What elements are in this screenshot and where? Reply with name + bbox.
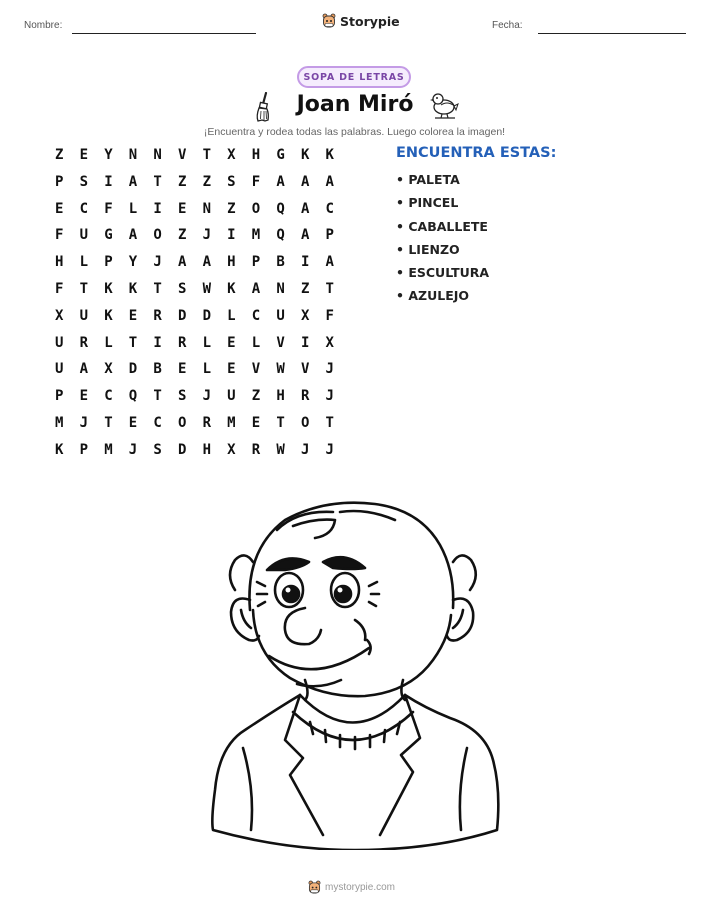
grid-letter[interactable]: F (325, 307, 334, 324)
grid-letter[interactable]: X (300, 307, 310, 324)
grid-row (50, 415, 345, 442)
grid-letter[interactable]: C (251, 307, 261, 324)
paintbrush-icon (252, 92, 278, 122)
grid-letter[interactable]: F (104, 200, 113, 217)
grid-letter[interactable]: L (202, 334, 211, 351)
grid-letter[interactable]: U (55, 361, 64, 378)
grid-letter[interactable]: K (104, 280, 113, 297)
grid-letter[interactable]: D (202, 307, 211, 324)
grid-letter[interactable]: I (300, 254, 310, 271)
grid-letter[interactable]: E (177, 361, 187, 378)
grid-letter[interactable]: H (55, 254, 64, 271)
grid-letter[interactable]: S (79, 173, 89, 190)
grid-letter[interactable]: K (104, 307, 113, 324)
grid-letter[interactable]: A (177, 254, 187, 271)
grid-letter[interactable]: T (153, 173, 162, 190)
grid-letter[interactable]: K (128, 280, 138, 297)
grid-letter[interactable]: U (276, 307, 285, 324)
grid-letter[interactable]: W (276, 361, 285, 378)
grid-letter[interactable]: W (276, 441, 285, 458)
grid-letter[interactable]: J (325, 441, 334, 458)
grid-letter[interactable]: J (128, 441, 138, 458)
grid-letter[interactable]: A (300, 173, 310, 190)
grid-letter[interactable]: C (104, 388, 113, 405)
grid-letter[interactable]: U (227, 388, 236, 405)
grid-letter[interactable]: C (325, 200, 334, 217)
grid-row (50, 388, 345, 415)
grid-row (50, 308, 345, 335)
grid-letter[interactable]: J (79, 414, 89, 431)
grid-letter[interactable]: G (104, 227, 113, 244)
grid-letter[interactable]: L (227, 307, 236, 324)
bird-icon (429, 91, 459, 119)
grid-letter[interactable]: J (202, 388, 211, 405)
grid-letter[interactable]: P (55, 173, 64, 190)
grid-letter[interactable]: J (325, 388, 334, 405)
grid-letter[interactable]: P (79, 441, 89, 458)
grid-letter[interactable]: X (104, 361, 113, 378)
grid-letter[interactable]: I (104, 173, 113, 190)
grid-letter[interactable]: S (177, 280, 187, 297)
brand-name: Storypie (340, 13, 400, 29)
grid-letter[interactable]: A (276, 173, 285, 190)
grid-letter[interactable]: E (79, 388, 89, 405)
grid-letter[interactable]: T (153, 388, 162, 405)
grid-letter[interactable]: I (227, 227, 236, 244)
grid-letter[interactable]: T (104, 414, 113, 431)
grid-letter[interactable]: A (128, 227, 138, 244)
grid-letter[interactable]: O (177, 414, 187, 431)
name-field[interactable] (72, 33, 256, 34)
grid-letter[interactable]: Z (227, 200, 236, 217)
grid-row (50, 442, 345, 469)
grid-letter[interactable]: T (325, 280, 334, 297)
grid-letter[interactable]: V (177, 147, 187, 163)
grid-letter[interactable]: F (55, 280, 64, 297)
name-label: Nombre: (24, 20, 63, 31)
grid-letter[interactable]: R (79, 334, 89, 351)
date-field[interactable] (538, 33, 686, 34)
grid-letter[interactable]: V (251, 361, 261, 378)
grid-letter[interactable]: R (177, 334, 187, 351)
storypie-logo-icon (322, 13, 336, 29)
grid-letter[interactable]: Y (104, 147, 113, 163)
grid-letter[interactable]: D (177, 307, 187, 324)
grid-letter[interactable]: U (55, 334, 64, 351)
grid-letter[interactable]: N (202, 200, 211, 217)
grid-letter[interactable]: O (153, 227, 162, 244)
grid-letter[interactable]: W (202, 280, 211, 297)
grid-letter[interactable]: X (227, 441, 236, 458)
grid-letter[interactable]: Q (128, 388, 138, 405)
grid-letter[interactable]: K (300, 147, 310, 163)
grid-letter[interactable]: A (128, 173, 138, 190)
grid-row (50, 335, 345, 362)
grid-letter[interactable]: Z (55, 147, 64, 163)
grid-row (50, 147, 345, 174)
grid-letter[interactable]: E (177, 200, 187, 217)
grid-letter[interactable]: Z (177, 227, 187, 244)
word-item: • ESCULTURA (396, 265, 490, 281)
footer-brand (308, 880, 395, 895)
grid-letter[interactable]: I (300, 334, 310, 351)
grid-row (50, 201, 345, 228)
grid-letter[interactable]: J (202, 227, 211, 244)
grid-letter[interactable]: X (227, 147, 236, 163)
grid-letter[interactable]: B (153, 361, 162, 378)
grid-letter[interactable]: E (227, 361, 236, 378)
grid-letter[interactable]: X (55, 307, 64, 324)
grid-letter[interactable]: F (55, 227, 64, 244)
word-search-grid[interactable] (50, 147, 345, 469)
grid-letter[interactable]: E (79, 147, 89, 163)
grid-letter[interactable]: C (79, 200, 89, 217)
grid-letter[interactable]: B (276, 254, 285, 271)
word-item: • PALETA (396, 172, 460, 187)
grid-letter[interactable]: Y (128, 254, 138, 271)
activity-badge: SOPA DE LETRAS (297, 66, 411, 88)
grid-letter[interactable]: X (325, 334, 334, 351)
grid-letter[interactable]: H (276, 388, 285, 405)
grid-letter[interactable]: O (251, 200, 261, 217)
grid-letter[interactable]: C (153, 414, 162, 431)
grid-letter[interactable]: E (128, 307, 138, 324)
grid-letter[interactable]: E (227, 334, 236, 351)
grid-letter[interactable]: H (227, 254, 236, 271)
grid-letter[interactable]: D (177, 441, 187, 458)
grid-letter[interactable]: S (177, 388, 187, 405)
grid-letter[interactable]: O (300, 414, 310, 431)
grid-letter[interactable]: H (251, 147, 261, 163)
grid-letter[interactable]: T (79, 280, 89, 297)
grid-letter[interactable]: J (325, 361, 334, 378)
grid-letter[interactable]: T (276, 414, 285, 431)
grid-letter[interactable]: R (153, 307, 162, 324)
word-item: • CABALLETE (396, 218, 488, 234)
grid-letter[interactable]: J (300, 441, 310, 458)
grid-letter[interactable]: S (227, 173, 236, 190)
grid-letter[interactable]: M (251, 227, 261, 244)
grid-letter[interactable]: Z (202, 173, 211, 190)
instructions: ¡Encuentra y rodea todas las palabras. Luego colorea la imagen! (203, 126, 506, 138)
grid-letter[interactable]: P (325, 227, 334, 244)
grid-row (50, 254, 345, 281)
grid-letter[interactable]: M (55, 414, 64, 431)
grid-letter[interactable]: V (300, 361, 310, 378)
grid-letter[interactable]: L (104, 334, 113, 351)
grid-row (50, 227, 345, 254)
grid-letter[interactable]: Q (276, 200, 285, 217)
word-item: • LIENZO (396, 241, 460, 257)
grid-letter[interactable]: P (104, 254, 113, 271)
grid-letter[interactable]: L (251, 334, 261, 351)
grid-letter[interactable]: A (79, 361, 89, 378)
grid-letter[interactable]: K (227, 280, 236, 297)
grid-letter[interactable]: A (325, 173, 334, 190)
grid-letter[interactable]: A (202, 254, 211, 271)
grid-letter[interactable]: P (55, 388, 64, 405)
grid-row (50, 281, 345, 308)
storypie-logo-icon (308, 880, 321, 895)
grid-letter[interactable]: M (227, 414, 236, 431)
grid-letter[interactable]: A (251, 280, 261, 297)
grid-letter[interactable]: Z (251, 388, 261, 405)
grid-letter[interactable]: V (276, 334, 285, 351)
joan-miro-portrait-coloring[interactable] (205, 490, 505, 850)
grid-letter[interactable]: F (251, 173, 261, 190)
grid-letter[interactable]: E (128, 414, 138, 431)
grid-letter[interactable]: Q (276, 227, 285, 244)
grid-letter[interactable]: M (104, 441, 113, 458)
grid-letter[interactable]: I (153, 334, 162, 351)
grid-letter[interactable]: J (153, 254, 162, 271)
grid-letter[interactable]: T (128, 334, 138, 351)
grid-letter[interactable]: H (202, 441, 211, 458)
word-list-title: ENCUENTRA ESTAS: (396, 145, 557, 161)
grid-row (50, 174, 345, 201)
grid-letter[interactable]: L (79, 254, 89, 271)
grid-letter[interactable]: K (325, 147, 334, 163)
word-item: • AZULEJO (396, 288, 470, 304)
word-list (396, 172, 489, 312)
grid-letter[interactable]: D (128, 361, 138, 378)
page-title: Joan Miró (296, 92, 414, 117)
grid-letter[interactable]: R (202, 414, 211, 431)
grid-letter[interactable]: N (128, 147, 138, 163)
grid-letter[interactable]: E (55, 200, 64, 217)
grid-letter[interactable]: R (300, 388, 310, 405)
grid-letter[interactable]: Z (177, 173, 187, 190)
grid-letter[interactable]: R (251, 441, 261, 458)
grid-letter[interactable]: Z (300, 280, 310, 297)
grid-letter[interactable]: T (325, 414, 334, 431)
footer-url: mystorypie.com (325, 882, 396, 893)
grid-letter[interactable]: N (153, 147, 162, 163)
grid-letter[interactable]: S (153, 441, 162, 458)
grid-letter[interactable]: U (79, 307, 89, 324)
grid-letter[interactable]: T (202, 147, 211, 163)
grid-row (50, 361, 345, 388)
word-item: • PINCEL (396, 195, 459, 211)
grid-letter[interactable]: U (79, 227, 89, 244)
brand-logo (322, 13, 400, 29)
grid-letter[interactable]: G (276, 147, 285, 163)
grid-letter[interactable]: K (55, 441, 64, 458)
grid-letter[interactable]: E (251, 414, 261, 431)
date-label: Fecha: (492, 20, 523, 31)
grid-letter[interactable]: L (202, 361, 211, 378)
grid-letter[interactable]: A (300, 227, 310, 244)
grid-letter[interactable]: A (325, 254, 334, 271)
grid-letter[interactable]: I (153, 200, 162, 217)
grid-letter[interactable]: A (300, 200, 310, 217)
grid-letter[interactable]: P (251, 254, 261, 271)
grid-letter[interactable]: L (128, 200, 138, 217)
grid-letter[interactable]: N (276, 280, 285, 297)
grid-letter[interactable]: T (153, 280, 162, 297)
